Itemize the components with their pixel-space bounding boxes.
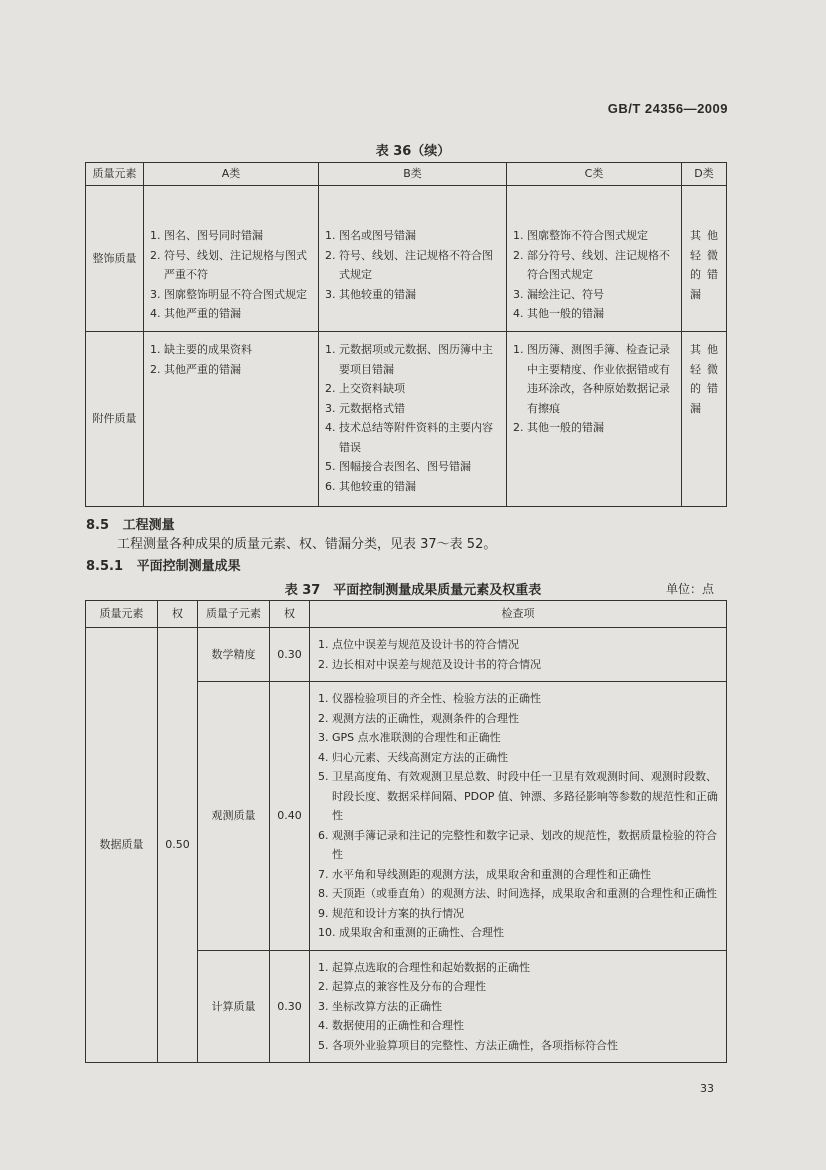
table37-header-subelement: 质量子元素 xyxy=(198,601,270,628)
item-list xyxy=(325,226,500,304)
table37-header-row xyxy=(86,601,727,628)
section-title: 平面控制测量成果 xyxy=(136,559,241,574)
list-item: 2. 其他一般的错漏 xyxy=(513,421,604,434)
table36-header-c: C类 xyxy=(507,163,682,186)
list-item: 4. 其他严重的错漏 xyxy=(150,307,241,320)
table37-check-cell xyxy=(310,628,727,682)
table36-header-row xyxy=(86,163,727,186)
table-row xyxy=(86,186,727,332)
list-item: 6. 其他较重的错漏 xyxy=(325,479,416,493)
list-item: 2. 上交资料缺项 xyxy=(325,382,405,395)
list-item: 6. 观测手簿记录和注记的完整性和数字记录、划改的规范性，数据质量检验的符合性 xyxy=(318,828,717,861)
list-item: 1. 图名、图号同时错漏 xyxy=(150,229,263,242)
list-item: 4. 技术总结等附件资料的主要内容错误 xyxy=(325,421,493,454)
section-title: 工程测量 xyxy=(122,518,175,533)
table36-d-cell: 其他轻微的错漏 xyxy=(682,332,727,507)
table37-check-cell xyxy=(310,950,727,1063)
list-item: 4. 其他一般的错漏 xyxy=(513,307,604,320)
table36-header-element: 质量元素 xyxy=(86,163,144,186)
table37-sub-weight: 0.30 xyxy=(270,628,310,682)
table36-d-cell: 其他轻微的错漏 xyxy=(682,186,727,332)
list-item: 3. GPS 点水准联测的合理性和正确性 xyxy=(318,731,501,744)
table36-header-a: A类 xyxy=(144,163,319,186)
standard-code: GB/T 24356—2009 xyxy=(607,101,728,116)
table37-header-checkitems: 检查项 xyxy=(310,601,727,628)
list-item: 1. 元数据项或元数据、图历簿中主要项目错漏 xyxy=(325,343,493,376)
item-list xyxy=(318,689,718,943)
list-item: 2. 部分符号、线划、注记规格不符合图式规定 xyxy=(513,248,670,281)
item-list xyxy=(513,340,675,438)
table-row xyxy=(86,628,727,682)
table36-header-b: B类 xyxy=(319,163,507,186)
table36-c-cell xyxy=(507,186,682,332)
table36-b-cell xyxy=(319,186,507,332)
item-list xyxy=(318,958,718,1056)
list-item: 2. 符号、线划、注记规格与图式严重不符 xyxy=(150,248,307,281)
list-item: 5. 图幅接合表图名、图号错漏 xyxy=(325,460,471,473)
table37-check-cell xyxy=(310,682,727,951)
table37-unit: 单位：点 xyxy=(665,582,714,596)
item-list xyxy=(318,635,718,674)
section-heading-8-5 xyxy=(86,514,175,533)
table37-sub-name: 计算质量 xyxy=(198,950,270,1063)
list-item: 3. 其他较重的错漏 xyxy=(325,287,416,301)
section-paragraph: 工程测量各种成果的质量元素、权、错漏分类，见表 37～表 52。 xyxy=(117,537,497,552)
section-heading-8-5-1 xyxy=(86,555,241,574)
list-item: 4. 数据使用的正确性和合理性 xyxy=(318,1019,464,1032)
list-item: 1. 图名或图号错漏 xyxy=(325,229,416,242)
list-item: 1. 缺主要的成果资料 xyxy=(150,343,252,356)
page-number: 33 xyxy=(700,1082,714,1095)
list-item: 2. 起算点的兼容性及分布的合理性 xyxy=(318,980,486,993)
list-item: 1. 起算点选取的合理性和起始数据的正确性 xyxy=(318,960,530,974)
list-item: 8. 天顶距（或垂直角）的观测方法、时间选择，成果取舍和重测的合理性和正确性 xyxy=(318,887,717,900)
list-item: 5. 卫星高度角、有效观测卫星总数、时段中任一卫星有效观测时间、观测时段数、时段长度、数据采样间隔、PDOP 值、钟漂、多路径影响等参数的规范性和正确性 xyxy=(318,770,718,822)
item-list xyxy=(150,340,312,379)
table37-sub-name: 数学精度 xyxy=(198,628,270,682)
table-37 xyxy=(85,600,727,1063)
table36-c-cell xyxy=(507,332,682,507)
list-item: 1. 点位中误差与规范及设计书的符合情况 xyxy=(318,638,519,651)
list-item: 3. 漏绘注记、符号 xyxy=(513,287,604,301)
table37-sub-weight: 0.30 xyxy=(270,950,310,1063)
list-item: 2. 符号、线划、注记规格不符合图式规定 xyxy=(325,248,493,281)
list-item: 2. 其他严重的错漏 xyxy=(150,362,241,376)
table36-element-cell: 整饰质量 xyxy=(86,186,144,332)
list-item: 2. 边长相对中误差与规范及设计书的符合情况 xyxy=(318,657,541,671)
table36-a-cell xyxy=(144,332,319,507)
table37-element-weight: 0.50 xyxy=(158,628,198,1063)
list-item: 2. 观测方法的正确性，观测条件的合理性 xyxy=(318,711,519,725)
list-item: 1. 仪器检验项目的齐全性、检验方法的正确性 xyxy=(318,692,541,705)
table36-header-d: D类 xyxy=(682,163,727,186)
list-item: 10. 成果取舍和重测的正确性、合理性 xyxy=(318,926,504,939)
item-list xyxy=(325,340,500,496)
table37-header-element: 质量元素 xyxy=(86,601,158,628)
list-item: 3. 图廓整饰明显不符合图式规定 xyxy=(150,287,307,301)
list-item: 4. 归心元素、天线高测定方法的正确性 xyxy=(318,750,508,764)
table36-b-cell xyxy=(319,332,507,507)
table37-element-cell: 数据质量 xyxy=(86,628,158,1063)
list-item: 9. 规范和设计方案的执行情况 xyxy=(318,906,464,920)
table37-header-subweight: 权 xyxy=(270,601,310,628)
table-row xyxy=(86,332,727,507)
table-36 xyxy=(85,162,727,507)
list-item: 5. 各项外业验算项目的完整性、方法正确性，各项指标符合性 xyxy=(318,1038,618,1052)
table37-header-weight: 权 xyxy=(158,601,198,628)
table37-sub-weight: 0.40 xyxy=(270,682,310,951)
list-item: 7. 水平角和导线测距的观测方法，成果取舍和重测的合理性和正确性 xyxy=(318,867,651,881)
table36-a-cell xyxy=(144,186,319,332)
table37-caption: 表 37 平面控制测量成果质量元素及权重表 xyxy=(284,583,542,598)
list-item: 3. 元数据格式错 xyxy=(325,401,405,415)
section-number: 8.5 xyxy=(86,518,110,533)
list-item: 1. 图廓整饰不符合图式规定 xyxy=(513,229,648,242)
table36-element-cell: 附件质量 xyxy=(86,332,144,507)
list-item: 1. 图历簿、测图手簿、检查记录中主要精度、作业依据错或有违环涂改，各种原始数据记录有擦痕 xyxy=(513,343,670,415)
section-number: 8.5.1 xyxy=(86,559,124,574)
table36-caption: 表 36（续） xyxy=(375,144,451,159)
item-list xyxy=(513,226,675,324)
item-list xyxy=(150,226,312,324)
table37-sub-name: 观测质量 xyxy=(198,682,270,951)
list-item: 3. 坐标改算方法的正确性 xyxy=(318,999,442,1013)
